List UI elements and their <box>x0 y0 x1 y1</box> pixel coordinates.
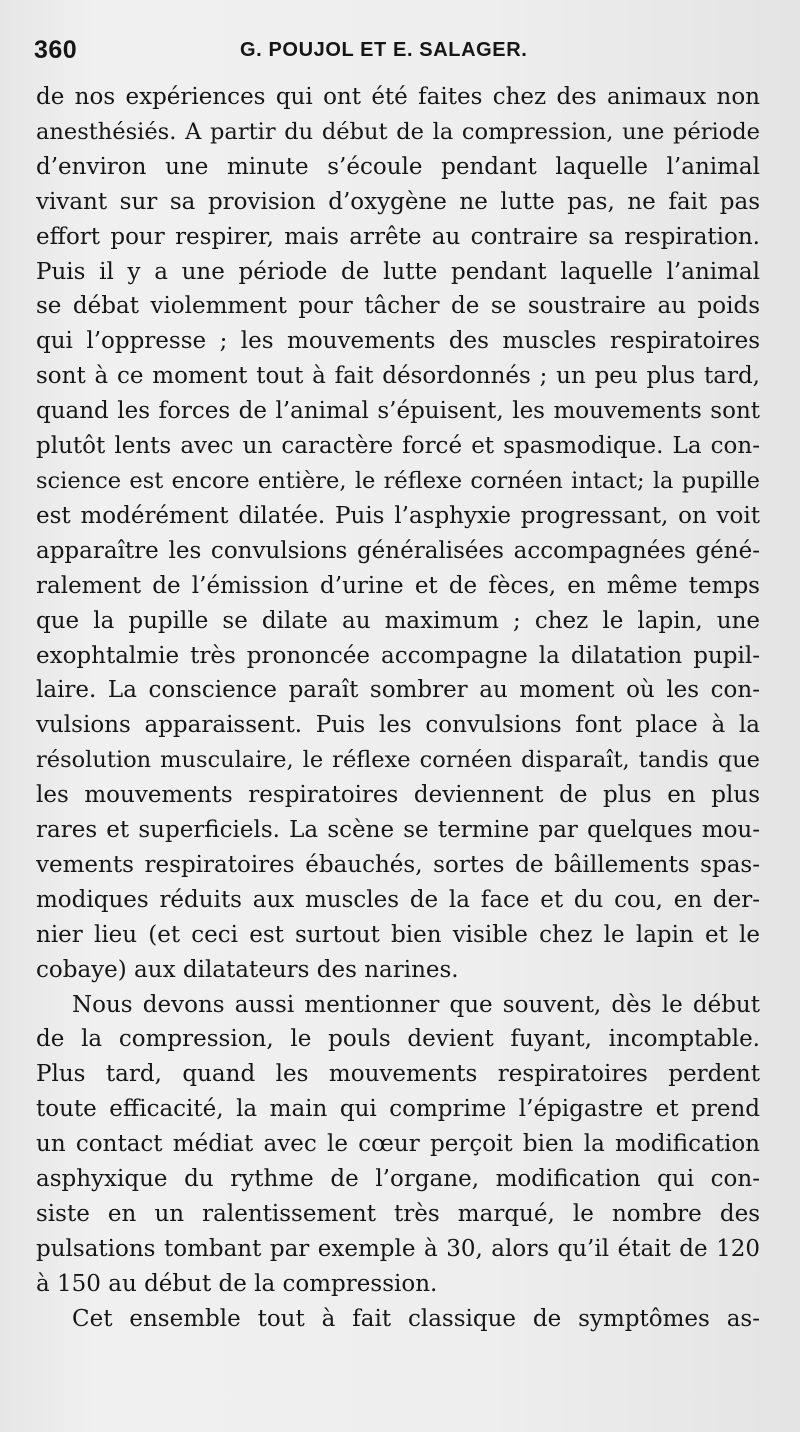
text-line: quand les forces de l’animal s’épuisent, les mouvements sont <box>36 398 760 425</box>
text-line: apparaître les convulsions généralisées accompagnées géné- <box>36 537 760 564</box>
text-line: est modérément dilatée. Puis l’asphyxie progressant, on voit <box>36 502 760 529</box>
body-text <box>36 80 760 1337</box>
text-line: cobaye) aux dilatateurs des narines. <box>36 956 459 983</box>
text-line: à 150 au début de la compression. <box>36 1270 438 1297</box>
text-line: modiques réduits aux muscles de la face et du cou, en der- <box>36 886 760 913</box>
text-line: résolution musculaire, le réflexe cornéen disparaît, tandis que <box>36 747 760 774</box>
page-number: 360 <box>34 36 78 64</box>
text-line: que la pupille se dilate au maximum ; chez le lapin, une <box>36 607 760 634</box>
text-line: Puis il y a une période de lutte pendant laquelle l’animal <box>36 258 760 285</box>
text-line: sont à ce moment tout à fait désordonnés ; un peu plus tard, <box>36 363 760 390</box>
text-line: Cet ensemble tout à fait classique de symptômes as- <box>72 1305 760 1332</box>
text-line: de nos expériences qui ont été faites chez des animaux non <box>36 84 760 110</box>
text-line: d’environ une minute s’écoule pendant laquelle l’animal <box>36 153 760 180</box>
text-line: laire. La conscience paraît sombrer au moment où les con- <box>36 677 760 704</box>
text-line: science est encore entière, le réflexe cornéen intact; la pupille <box>36 467 760 494</box>
text-line: vulsions apparaissent. Puis les convulsions font place à la <box>36 712 760 739</box>
text-line: vements respiratoires ébauchés, sortes de bâillements spas- <box>36 851 760 878</box>
text-line: pulsations tombant par exemple à 30, alors qu’il était de 120 <box>36 1235 760 1262</box>
text-line: Nous devons aussi mentionner que souvent, dès le début <box>72 991 760 1018</box>
text-line: vivant sur sa provision d’oxygène ne lutte pas, ne fait pas <box>36 188 760 215</box>
text-line: nier lieu (et ceci est surtout bien visible chez le lapin et le <box>36 921 760 948</box>
text-line: toute efficacité, la main qui comprime l’épigastre et prend <box>36 1096 760 1123</box>
text-line: asphyxique du rythme de l’organe, modification qui con- <box>36 1166 760 1193</box>
text-line: effort pour respirer, mais arrête au contraire sa respiration. <box>36 223 760 250</box>
text-line: qui l’oppresse ; les mouvements des muscles respiratoires <box>36 328 760 355</box>
text-line: exophtalmie très prononcée accompagne la dilatation pupil- <box>36 642 760 669</box>
text-line: de la compression, le pouls devient fuyant, incomptable. <box>36 1026 760 1053</box>
text-line: les mouvements respiratoires deviennent de plus en plus <box>36 782 760 809</box>
text-line: anesthésiés. A partir du début de la compression, une période <box>36 118 760 145</box>
text-line: rares et superficiels. La scène se termine par quelques mou- <box>36 817 760 844</box>
running-head: G. POUJOL ET E. SALAGER. <box>240 39 528 61</box>
text-line: Plus tard, quand les mouvements respiratoires perdent <box>36 1061 760 1088</box>
text-line: plutôt lents avec un caractère forcé et spasmodique. La con- <box>36 433 760 460</box>
page-header <box>34 36 754 70</box>
text-line: siste en un ralentissement très marqué, le nombre des <box>36 1201 760 1227</box>
text-line: se débat violemment pour tâcher de se soustraire au poids <box>36 293 760 320</box>
text-line: ralement de l’émission d’urine et de fèces, en même temps <box>36 572 760 599</box>
text-line: un contact médiat avec le cœur perçoit bien la modification <box>36 1131 760 1158</box>
